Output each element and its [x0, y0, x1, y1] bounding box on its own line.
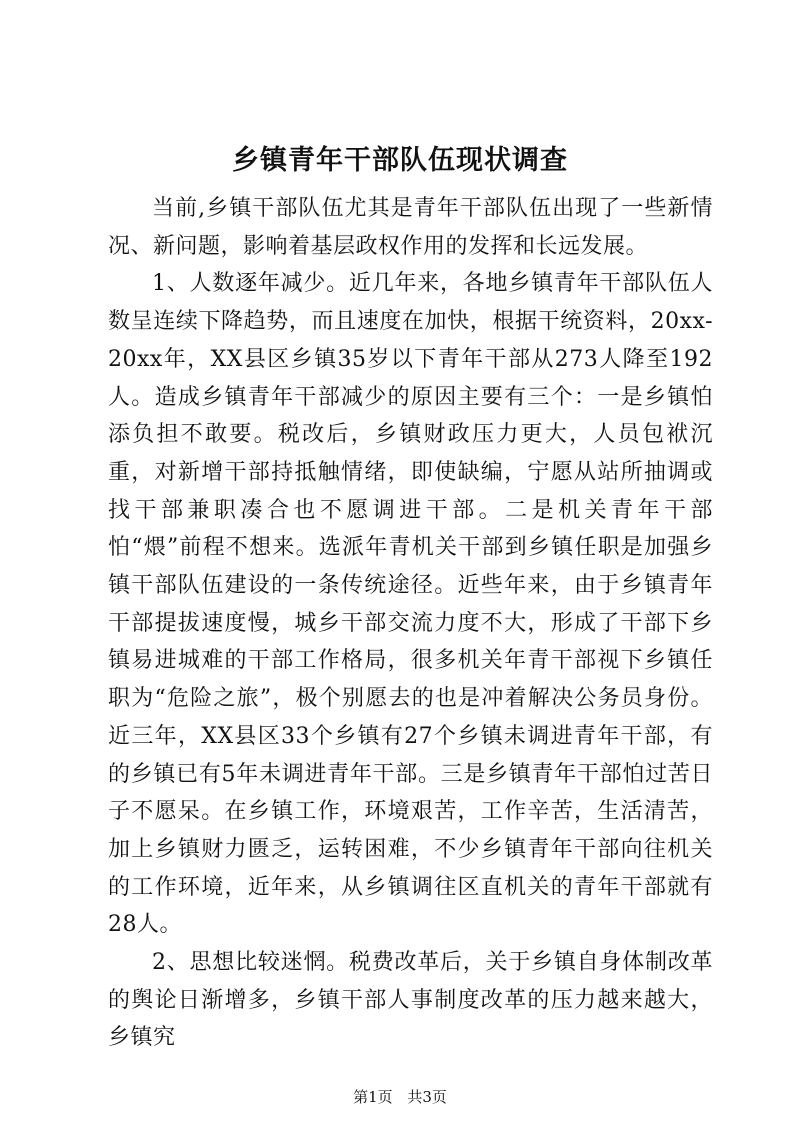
document-title: 乡镇青年干部队伍现状调查	[232, 145, 568, 176]
document-body	[108, 190, 713, 1057]
paragraph-section-2: 2、思想比较迷惘。税费改革后，关于乡镇自身体制改革的舆论日渐增多，乡镇干部人事制度改革的压力越来越大，乡镇究	[108, 950, 713, 1051]
paragraph-section-1: 1、人数逐年减少。近几年来，各地乡镇青年干部队伍人数呈连续下降趋势，而且速度在加快，根据干统资料，20xx-20xx年，XX县区乡镇35岁以下青年干部从273人降至192人。造成乡镇青年干部减少的原因主要有三个：一是乡镇怕添负担不敢要。税改后，乡镇财政压力更大，人员包袱沉重，对新增干部持抵触情绪，即使缺编，宁愿从站所抽调或找干部兼职凑合也不愿调进干部。二是机关青年干部怕“煨”前程不想来。选派年青机关干部到乡镇任职是加强乡镇干部队伍建设的一条传统途径。近些年来，由于乡镇青年干部提拔速度慢，城乡干部交流力度不大，形成了干部下乡镇易进城难的干部工作格局，很多机关年青干部视下乡镇任职为“危险之旅”，极个别愿去的也是冲着解决公务员身份。近三年，XX县区33个乡镇有27个乡镇未调进青年干部，有的乡镇已有5年未调进青年干部。三是乡镇青年干部怕过苦日子不愿呆。在乡镇工作，环境艰苦，工作辛苦，生活清苦，加上乡镇财力匮乏，运转困难，不少乡镇青年干部向往机关的工作环境，近年来，从乡镇调往区直机关的青年干部就有28人。	[108, 271, 713, 938]
paragraph-intro: 当前,乡镇干部队伍尤其是青年干部队伍出现了一些新情况、新问题，影响着基层政权作用的发挥和长远发展。	[108, 196, 713, 259]
page-total: 共3页	[407, 1088, 447, 1106]
page-footer	[0, 1087, 800, 1107]
page-number: 第1页	[353, 1088, 393, 1106]
